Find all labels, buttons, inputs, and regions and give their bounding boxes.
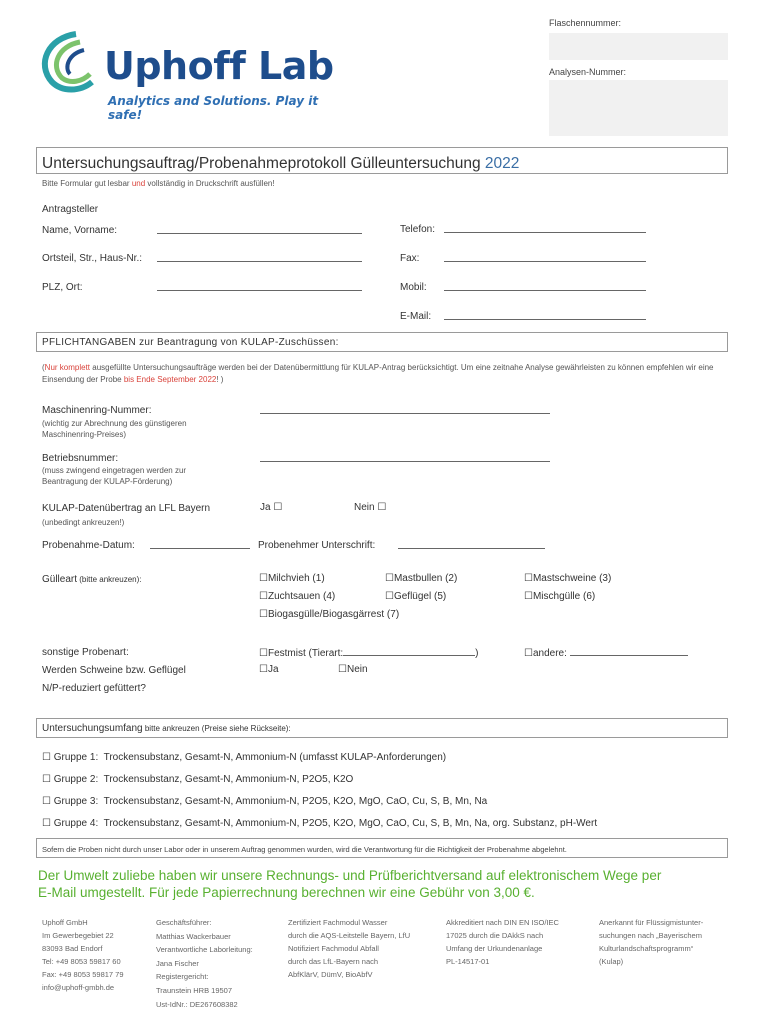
np-ja-option[interactable] — [259, 664, 279, 675]
footer-ustid: Ust-IdNr.: DE267608382 — [156, 999, 238, 1009]
note-mid: ausgefüllte Untersuchungsaufträge werden bei der Datenübermittlung für KULAP-Antrag berücksichtigt. Um eine zeitnahe Analyse gewährleisten zu können empfehlen wir eine Einsendung der Probe — [42, 363, 714, 384]
mobil-label: Mobil: — [400, 282, 427, 293]
gruppe-3-option[interactable] — [42, 796, 487, 807]
checkbox-icon[interactable]: ☐ — [385, 591, 394, 602]
maschinenring-sub1: (wichtig zur Abrechnung des günstigeren — [42, 419, 187, 428]
maschinenring-sub2: Maschinenring-Preises) — [42, 430, 127, 439]
betrieb-field[interactable] — [260, 452, 550, 462]
footer-lab-label: Verantwortliche Laborleitung: — [156, 945, 253, 955]
gruppe-label: Gruppe 2: Trockensubstanz, Gesamt-N, Ammonium-N, P2O5, K2O — [53, 774, 354, 785]
plz-label: PLZ, Ort: — [42, 282, 83, 293]
option-label: Biogasgülle/Biogasgärrest (7) — [267, 609, 400, 620]
footer-gf-label: Geschäftsführer: — [156, 918, 212, 927]
name-field[interactable] — [157, 224, 362, 234]
footer-certification — [288, 916, 410, 981]
email-label: E-Mail: — [400, 311, 432, 322]
festmist-close: ) — [475, 648, 479, 659]
instruction-b: vollständig in Druckschrift ausfüllen! — [145, 179, 275, 188]
gruppe-4-option[interactable] — [42, 818, 597, 829]
footer-recog-line: Kulturlandschaftsprogramm“ — [599, 944, 694, 953]
title-main: Untersuchungsauftrag/Probenahmeprotokoll Gülleuntersuchung — [42, 155, 481, 172]
option-label: Milchvieh (1) — [267, 573, 325, 584]
note-red2: bis Ende September 2022 — [123, 375, 217, 384]
option-label: Geflügel (5) — [393, 591, 447, 602]
checkbox-icon[interactable]: ☐ — [42, 752, 51, 763]
guelleart-option-3[interactable] — [524, 573, 611, 584]
checkbox-icon[interactable]: ☐ — [338, 664, 347, 675]
instruction-und: und — [131, 179, 146, 188]
footer-recog-line: suchungen nach „Bayerischem — [599, 931, 702, 940]
footer-gf-name: Matthias Wackerbauer — [156, 931, 231, 941]
page-title — [42, 155, 519, 173]
antragsteller-heading: Antragsteller — [42, 204, 99, 215]
title-year: 2022 — [484, 155, 520, 172]
checkbox-icon[interactable]: ☐ — [524, 648, 533, 659]
footer-accr-line: PL-14517-01 — [446, 957, 490, 966]
guelleart-option-4[interactable] — [259, 591, 335, 602]
probenahme-datum-label: Probenahme-Datum: — [42, 540, 135, 551]
logo-brand: Uphoff Lab — [104, 44, 334, 88]
telefon-label: Telefon: — [400, 224, 436, 235]
flaschennummer-label: Flaschennummer: — [549, 18, 622, 28]
note-open: ( — [42, 363, 45, 372]
kulap-label: KULAP-Datenübertrag an LFL Bayern — [42, 503, 211, 514]
umfang-heading-sub: bitte ankreuzen (Preise siehe Rückseite): — [142, 724, 291, 733]
option-label: Mischgülle (6) — [532, 591, 596, 602]
footer-register: Traunstein HRB 19507 — [156, 985, 233, 995]
footer-cert-line: durch das LfL-Bayern nach — [288, 957, 379, 966]
option-label: Mastbullen (2) — [393, 573, 458, 584]
umfang-heading — [42, 723, 291, 734]
kulap-nein-option[interactable] — [354, 502, 386, 513]
analysen-field[interactable] — [549, 80, 728, 136]
fax-field[interactable] — [444, 252, 646, 262]
festmist-tierart-field[interactable] — [343, 646, 475, 656]
guelleart-option-5[interactable] — [385, 591, 446, 602]
logo — [36, 24, 346, 122]
guelleart-label — [42, 574, 142, 585]
footer-recognition — [599, 916, 703, 968]
schweine-question-2: N/P-reduziert gefüttert? — [42, 683, 146, 694]
plz-field[interactable] — [157, 281, 362, 291]
checkbox-icon[interactable]: ☐ — [524, 573, 533, 584]
footer-cert-line: AbfKlärV, DümV, BioAbfV — [288, 970, 373, 979]
note-close: ! ) — [216, 375, 224, 384]
probenahme-datum-field[interactable] — [150, 539, 250, 549]
betrieb-label: Betriebsnummer: — [42, 453, 119, 464]
ort-label: Ortsteil, Str., Haus-Nr.: — [42, 253, 143, 264]
kulap-sub: (unbedingt ankreuzen!) — [42, 518, 125, 527]
umfang-heading-main: Untersuchungsumfang — [42, 723, 143, 734]
kulap-nein-checkbox-icon[interactable]: ☐ — [377, 502, 387, 513]
betrieb-sub1: (muss zwingend eingetragen werden zur — [42, 466, 187, 475]
andere-label: andere: — [532, 648, 567, 659]
footer-lab-name: Jana Fischer — [156, 958, 199, 968]
kulap-nein-label: Nein — [354, 502, 375, 513]
footer-cert-line: Notifiziert Fachmodul Abfall — [288, 944, 379, 953]
checkbox-icon[interactable]: ☐ — [259, 591, 268, 602]
gruppe-label: Gruppe 1: Trockensubstanz, Gesamt-N, Ammonium-N (umfasst KULAP-Anforderungen) — [53, 752, 447, 763]
telefon-field[interactable] — [444, 223, 646, 233]
checkbox-icon[interactable]: ☐ — [259, 664, 268, 675]
footer-accreditation — [446, 916, 559, 968]
instruction — [42, 179, 275, 188]
footer-address — [42, 916, 124, 994]
footer-city: 83093 Bad Endorf — [42, 944, 103, 953]
footer-accr-line: Umfang der Urkundenanlage — [446, 944, 543, 953]
maschinenring-field[interactable] — [260, 404, 550, 414]
footer-accr-line: 17025 durch die DAkkS nach — [446, 931, 544, 940]
footer-company: Uphoff GmbH — [42, 918, 88, 927]
guelleart-label-sub: (bitte ankreuzen): — [77, 575, 142, 584]
footer-recog-line: Anerkannt für Flüssigmistunter- — [599, 918, 704, 927]
footer-email: info@uphoff-gmbh.de — [42, 983, 115, 992]
checkbox-icon[interactable]: ☐ — [42, 818, 51, 829]
footer-fax: Fax: +49 8053 59817 79 — [42, 970, 124, 979]
option-label: Zuchtsauen (4) — [267, 591, 336, 602]
pflicht-note — [42, 362, 722, 386]
andere-field[interactable] — [570, 646, 688, 656]
pflicht-heading: PFLICHTANGABEN zur Beantragung von KULAP-Zuschüssen: — [42, 337, 339, 348]
schweine-question-1: Werden Schweine bzw. Geflügel — [42, 665, 186, 676]
np-nein-option[interactable] — [338, 664, 368, 675]
flaschennummer-field[interactable] — [549, 33, 728, 60]
guelleart-option-7[interactable] — [259, 609, 399, 620]
checkbox-icon[interactable]: ☐ — [259, 609, 268, 620]
footer-accr-line: Akkreditiert nach DIN EN ISO/IEC — [446, 918, 559, 927]
festmist-option[interactable] — [259, 646, 479, 659]
ort-field[interactable] — [157, 252, 362, 262]
mobil-field[interactable] — [444, 281, 646, 291]
checkbox-icon[interactable]: ☐ — [524, 591, 533, 602]
kulap-ja-label: Ja — [260, 502, 271, 513]
name-label: Name, Vorname: — [42, 225, 118, 236]
probenehmer-label: Probenehmer Unterschrift: — [258, 540, 376, 551]
option-label: Mastschweine (3) — [532, 573, 612, 584]
checkbox-icon[interactable]: ☐ — [385, 573, 394, 584]
checkbox-icon[interactable]: ☐ — [259, 573, 268, 584]
logo-tagline: Analytics and Solutions. Play it safe! — [108, 94, 319, 122]
email-field[interactable] — [444, 310, 646, 320]
checkbox-icon[interactable]: ☐ — [42, 796, 51, 807]
footer-management — [156, 916, 253, 1011]
umwelt-line-1: Der Umwelt zuliebe haben wir unsere Rechnungs- und Prüfberichtversand auf elektronischem Wege per — [38, 868, 662, 883]
checkbox-icon[interactable]: ☐ — [259, 648, 268, 659]
guelleart-option-6[interactable] — [524, 591, 595, 602]
note-red1: Nur komplett — [44, 363, 91, 372]
checkbox-icon[interactable]: ☐ — [42, 774, 51, 785]
sonstige-label: sonstige Probenart: — [42, 647, 129, 658]
guelleart-option-1[interactable] — [259, 573, 325, 584]
footer-street: Im Gewerbegebiet 22 — [42, 931, 114, 940]
gruppe-label: Gruppe 3: Trockensubstanz, Gesamt-N, Ammonium-N, P2O5, K2O, MgO, CaO, Cu, S, B, Mn, Na — [53, 796, 488, 807]
footer-recog-line: (Kulap) — [599, 957, 624, 966]
gruppe-2-option[interactable] — [42, 774, 353, 785]
guelleart-label-main: Gülleart — [42, 574, 78, 585]
kulap-ja-checkbox-icon[interactable]: ☐ — [273, 502, 283, 513]
footer-cert-line: Zertifiziert Fachmodul Wasser — [288, 918, 388, 927]
probenehmer-field[interactable] — [398, 539, 545, 549]
festmist-label: Festmist (Tierart: — [267, 648, 344, 659]
guelleart-option-2[interactable] — [385, 573, 457, 584]
betrieb-sub2: Beantragung der KULAP-Förderung) — [42, 477, 173, 486]
instruction-a: Bitte Formular gut lesbar — [42, 179, 132, 188]
fax-label: Fax: — [400, 253, 420, 264]
disclaimer: Sofern die Proben nicht durch unser Labor oder in unserem Auftrag genommen wurden, wird die Verantwortung für die Richtigkeit der Probenahme abgelehnt. — [42, 845, 567, 854]
analysen-label: Analysen-Nummer: — [549, 67, 627, 77]
np-nein-label: Nein — [346, 664, 368, 675]
andere-option[interactable] — [524, 646, 688, 659]
umwelt-line-2: E-Mail umgestellt. Für jede Papierrechnung berechnen wir eine Gebühr von 3,00 €. — [38, 885, 535, 900]
footer-register-label: Registergericht: — [156, 972, 209, 982]
footer-tel: Tel: +49 8053 59817 60 — [42, 957, 121, 966]
footer-cert-line: durch die AQS-Leitstelle Bayern, LfU — [288, 931, 411, 940]
maschinenring-label: Maschinenring-Nummer: — [42, 405, 152, 416]
gruppe-1-option[interactable] — [42, 752, 446, 763]
gruppe-label: Gruppe 4: Trockensubstanz, Gesamt-N, Ammonium-N, P2O5, K2O, MgO, CaO, Cu, S, B, Mn, Na, org. Substanz, pH-Wert — [53, 818, 598, 829]
kulap-ja-option[interactable] — [260, 502, 282, 513]
np-ja-label: Ja — [267, 664, 279, 675]
